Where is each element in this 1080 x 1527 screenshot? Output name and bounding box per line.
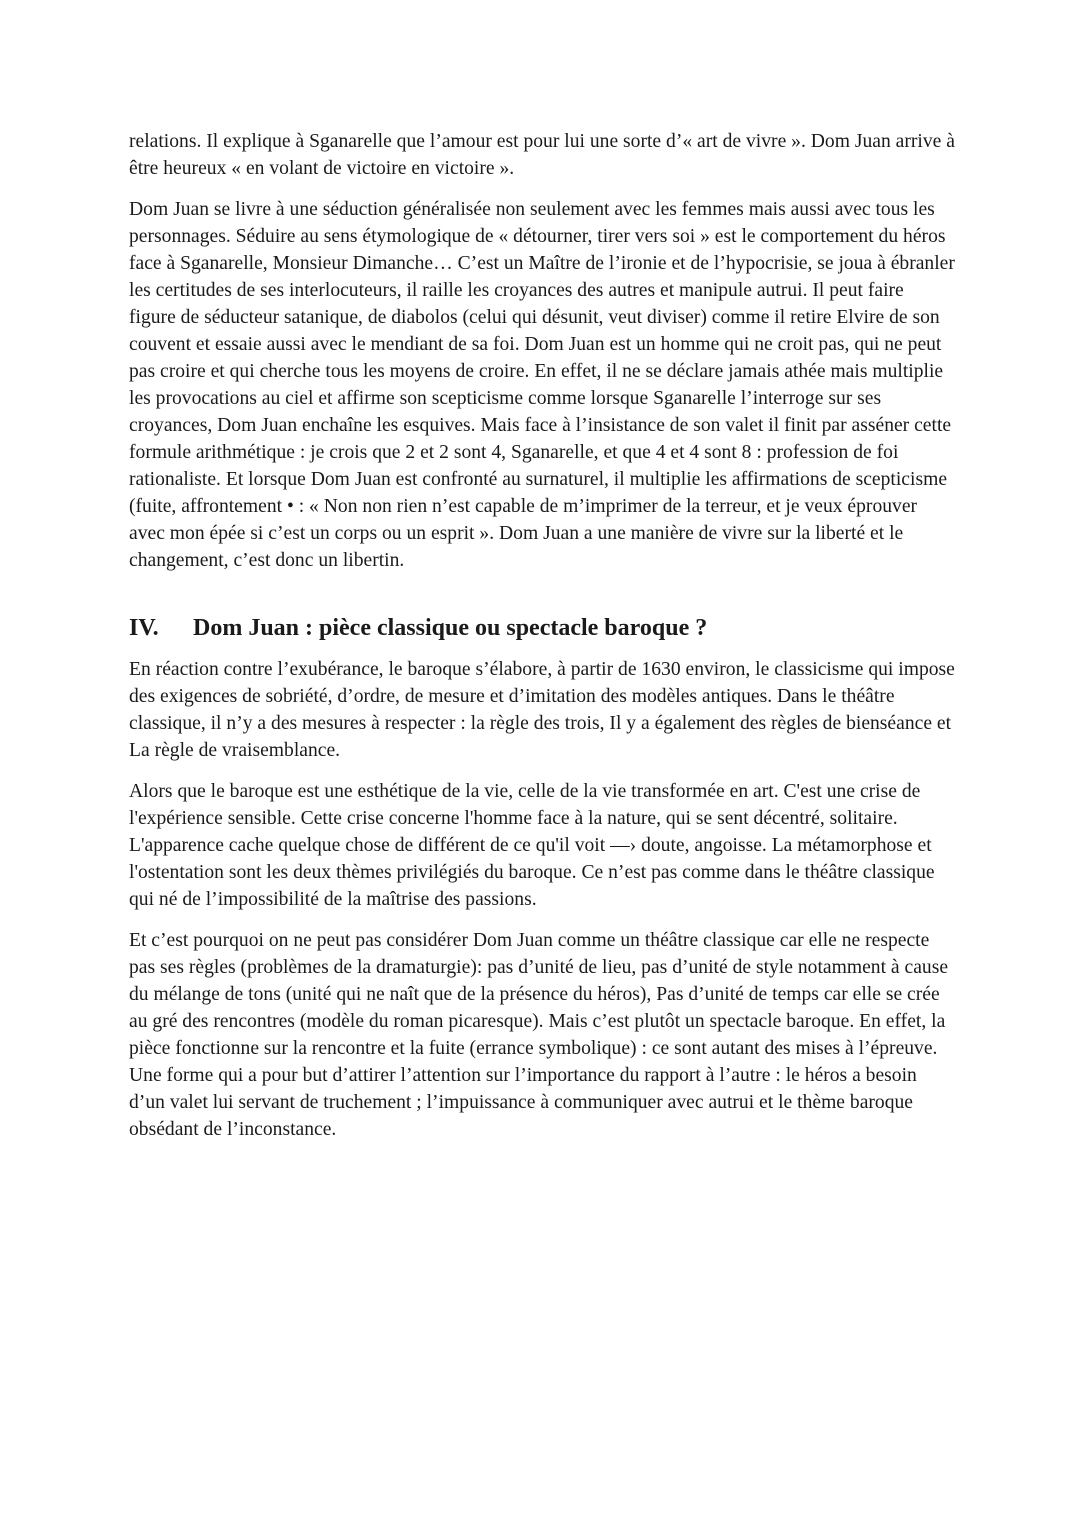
paragraph-classicisme: En réaction contre l’exubérance, le baroque s’élabore, à partir de 1630 environ, le classicisme qui impose des exigences de sobriété, d’ordre, de mesure et d’imitation des modèles antiques. Dans le théâtre classique, il n’y a des mesures à respecter : la règle des trois, Il y a également des règles de bienséance et La règle de vraisemblance. bbox=[129, 659, 955, 761]
section-heading bbox=[129, 612, 955, 644]
paragraph-conclusion: Et c’est pourquoi on ne peut pas considérer Dom Juan comme un théâtre classique car elle ne respecte pas ses règles (problèmes de la dramaturgie): pas d’unité de lieu, pas d’unité de style notamment à cause du mélange de tons (unité qui ne naît que de la présence du héros), Pas d’unité de temps car elle se crée au gré des rencontres (modèle du roman picaresque). Mais c’est plutôt un spectacle baroque. En effet, la pièce fonctionne sur la rencontre et la fuite (errance symbolique) : ce sont autant des mises à l’épreuve. Une forme qui a pour but d’attirer l’attention sur l’importance du rapport à l’autre : le héros a besoin d’un valet lui servant de truchement ; l’impuissance à communiquer avec autrui et le thème baroque obsédant de l’inconstance. bbox=[129, 930, 949, 1140]
paragraph-relations: relations. Il explique à Sganarelle que l’amour est pour lui une sorte d’« art de vivre ». Dom Juan arrive à être heureux « en volant de victoire en victoire ». bbox=[129, 131, 955, 179]
document-page bbox=[129, 128, 955, 1157]
section-title: Dom Juan : pièce classique ou spectacle baroque ? bbox=[193, 615, 708, 641]
paragraph-seduction: Dom Juan se livre à une séduction généralisée non seulement avec les femmes mais aussi avec tous les personnages. Séduire au sens étymologique de « détourner, tirer vers soi » est le comportement du héros face à Sganarelle, Monsieur Dimanche… C’est un Maître de l’ironie et de l’hypocrisie, se joua à ébranler les certitudes de ses interlocuteurs, il raille les croyances des autres et manipule autrui. Il peut faire figure de séducteur satanique, de diabolos (celui qui désunit, veut diviser) comme il retire Elvire de son couvent et essaie aussi avec le mendiant de sa foi. Dom Juan est un homme qui ne croit pas, qui ne peut pas croire et qui cherche tous les moyens de croire. En effet, il ne se déclare jamais athée mais multiplie les provocations au ciel et affirme son scepticisme comme lorsque Sganarelle l’interroge sur ses croyances, Dom Juan enchaîne les esquives. Mais face à l’insistance de son valet il finit par asséner cette formule arithmétique : je crois que 2 et 2 sont 4, Sganarelle, et que 4 et 4 sont 8 : profession de foi rationaliste. Et lorsque Dom Juan est confronté au surnaturel, il multiplie les affirmations de scepticisme (fuite, affrontement • : « Non non rien n’est capable de m’imprimer de la terreur, et je veux éprouver avec mon épée si c’est un corps ou un esprit ». Dom Juan a une manière de vivre sur la liberté et le changement, c’est donc un libertin. bbox=[129, 199, 955, 571]
section-number: IV. bbox=[129, 615, 159, 641]
paragraph-baroque: Alors que le baroque est une esthétique de la vie, celle de la vie transformée en art. C'est une crise de l'expérience sensible. Cette crise concerne l'homme face à la nature, qui se sent décentré, solitaire. L'apparence cache quelque chose de différent de ce qu'il voit —› doute, angoisse. La métamorphose et l'ostentation sont les deux thèmes privilégiés du baroque. Ce n’est pas comme dans le théâtre classique qui né de l’impossibilité de la maîtrise des passions. bbox=[129, 781, 935, 910]
